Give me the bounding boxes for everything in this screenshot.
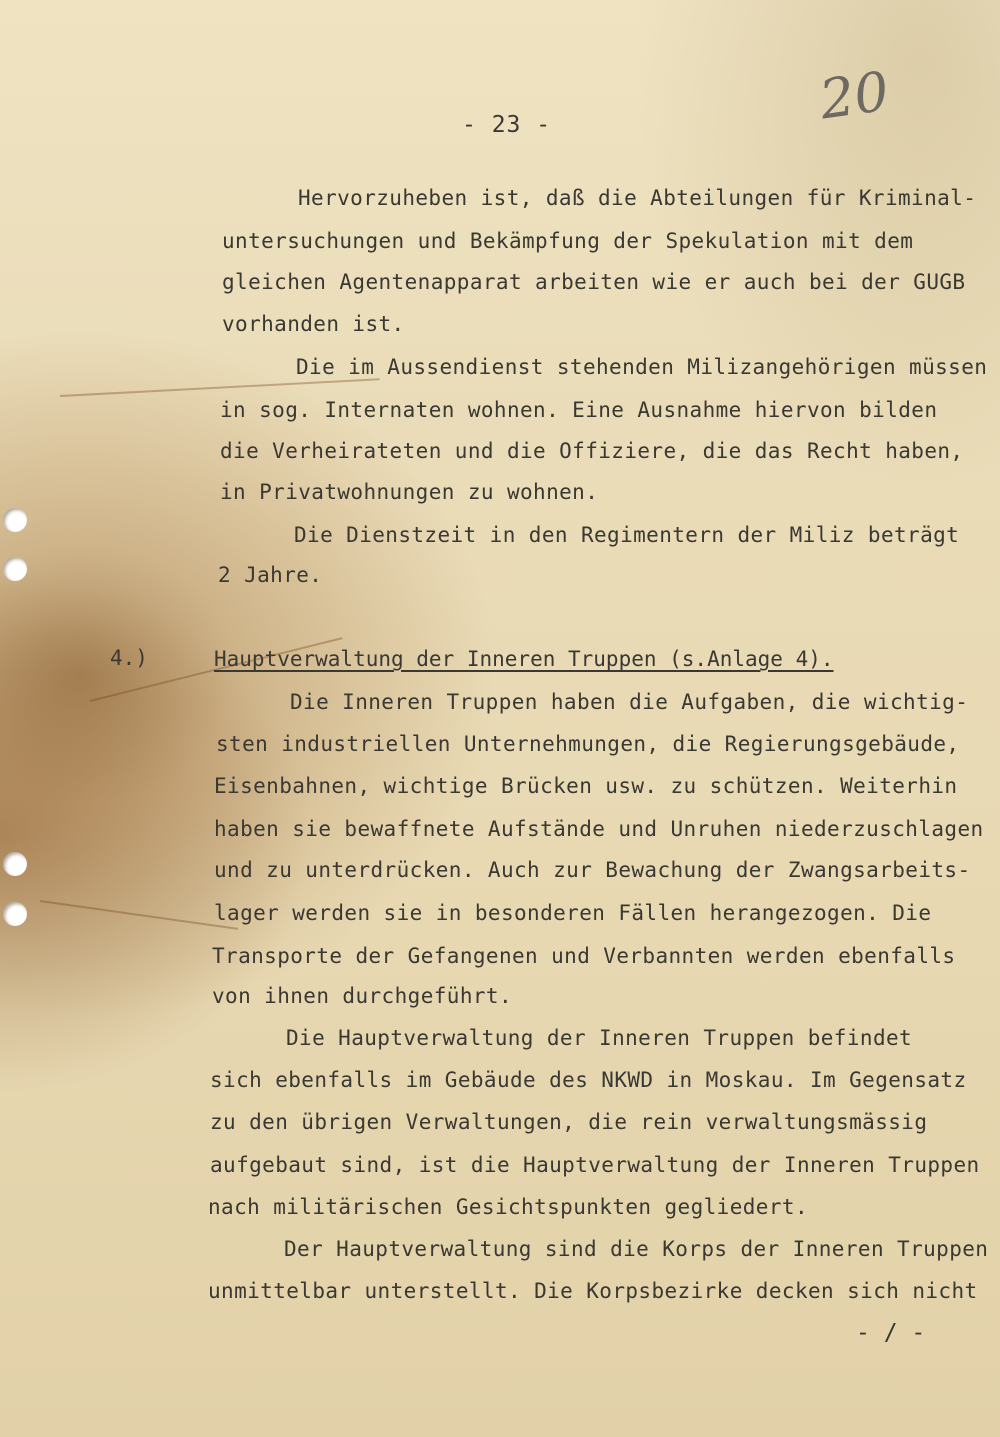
text-line: die Verheirateten und die Offiziere, die das Recht haben, [220,439,964,463]
text-line: sten industriellen Unternehmungen, die Regierungsgebäude, [216,732,960,756]
section-number: 4.) [110,646,148,670]
text-line: und zu unterdrücken. Auch zur Bewachung der Zwangsarbeits- [214,858,971,882]
text-line: haben sie bewaffnete Aufstände und Unruhen niederzuschlagen [214,817,984,841]
punch-hole [3,902,27,926]
text-line: 2 Jahre. [218,563,323,587]
text-line: vorhanden ist. [222,312,405,336]
handwritten-archive-number: 20 [815,59,893,132]
fold-crease [40,900,238,930]
text-line: Die Inneren Truppen haben die Aufgaben, die wichtig- [290,690,969,714]
text-line: Die Hauptverwaltung der Inneren Truppen befindet [286,1026,913,1050]
punch-hole [3,557,27,581]
section-heading: Hauptverwaltung der Inneren Truppen (s.Anlage 4). [214,647,834,671]
text-line: nach militärischen Gesichtspunkten gegliedert. [208,1195,808,1219]
text-line: lager werden sie in besonderen Fällen herangezogen. Die [214,901,932,925]
text-line: Transporte der Gefangenen und Verbannten werden ebenfalls [212,944,956,968]
continuation-mark: - / - [856,1320,926,1346]
punch-hole [3,508,27,532]
text-line: in Privatwohnungen zu wohnen. [220,480,599,504]
text-line: unmittelbar unterstellt. Die Korpsbezirke decken sich nicht [208,1279,978,1303]
text-line: Die Dienstzeit in den Regimentern der Miliz beträgt [294,523,960,547]
page-number: - 23 - [462,112,552,138]
text-line: von ihnen durchgeführt. [212,984,512,1008]
text-line: untersuchungen und Bekämpfung der Spekulation mit dem [222,229,914,253]
text-line: aufgebaut sind, ist die Hauptverwaltung der Inneren Truppen [210,1153,980,1177]
text-line: zu den übrigen Verwaltungen, die rein verwaltungsmässig [210,1110,928,1134]
text-line: Die im Aussendienst stehenden Milizangehörigen müssen [296,355,988,379]
text-line: sich ebenfalls im Gebäude des NKWD in Moskau. Im Gegensatz [210,1068,967,1092]
text-line: gleichen Agentenapparat arbeiten wie er auch bei der GUGB [222,270,966,294]
text-line: in sog. Internaten wohnen. Eine Ausnahme hiervon bilden [220,398,938,422]
punch-hole [3,852,27,876]
text-line: Eisenbahnen, wichtige Brücken usw. zu schützen. Weiterhin [214,774,958,798]
text-line: Hervorzuheben ist, daß die Abteilungen für Kriminal- [298,186,977,210]
text-line: Der Hauptverwaltung sind die Korps der Inneren Truppen [284,1237,989,1261]
fold-crease [60,378,380,397]
